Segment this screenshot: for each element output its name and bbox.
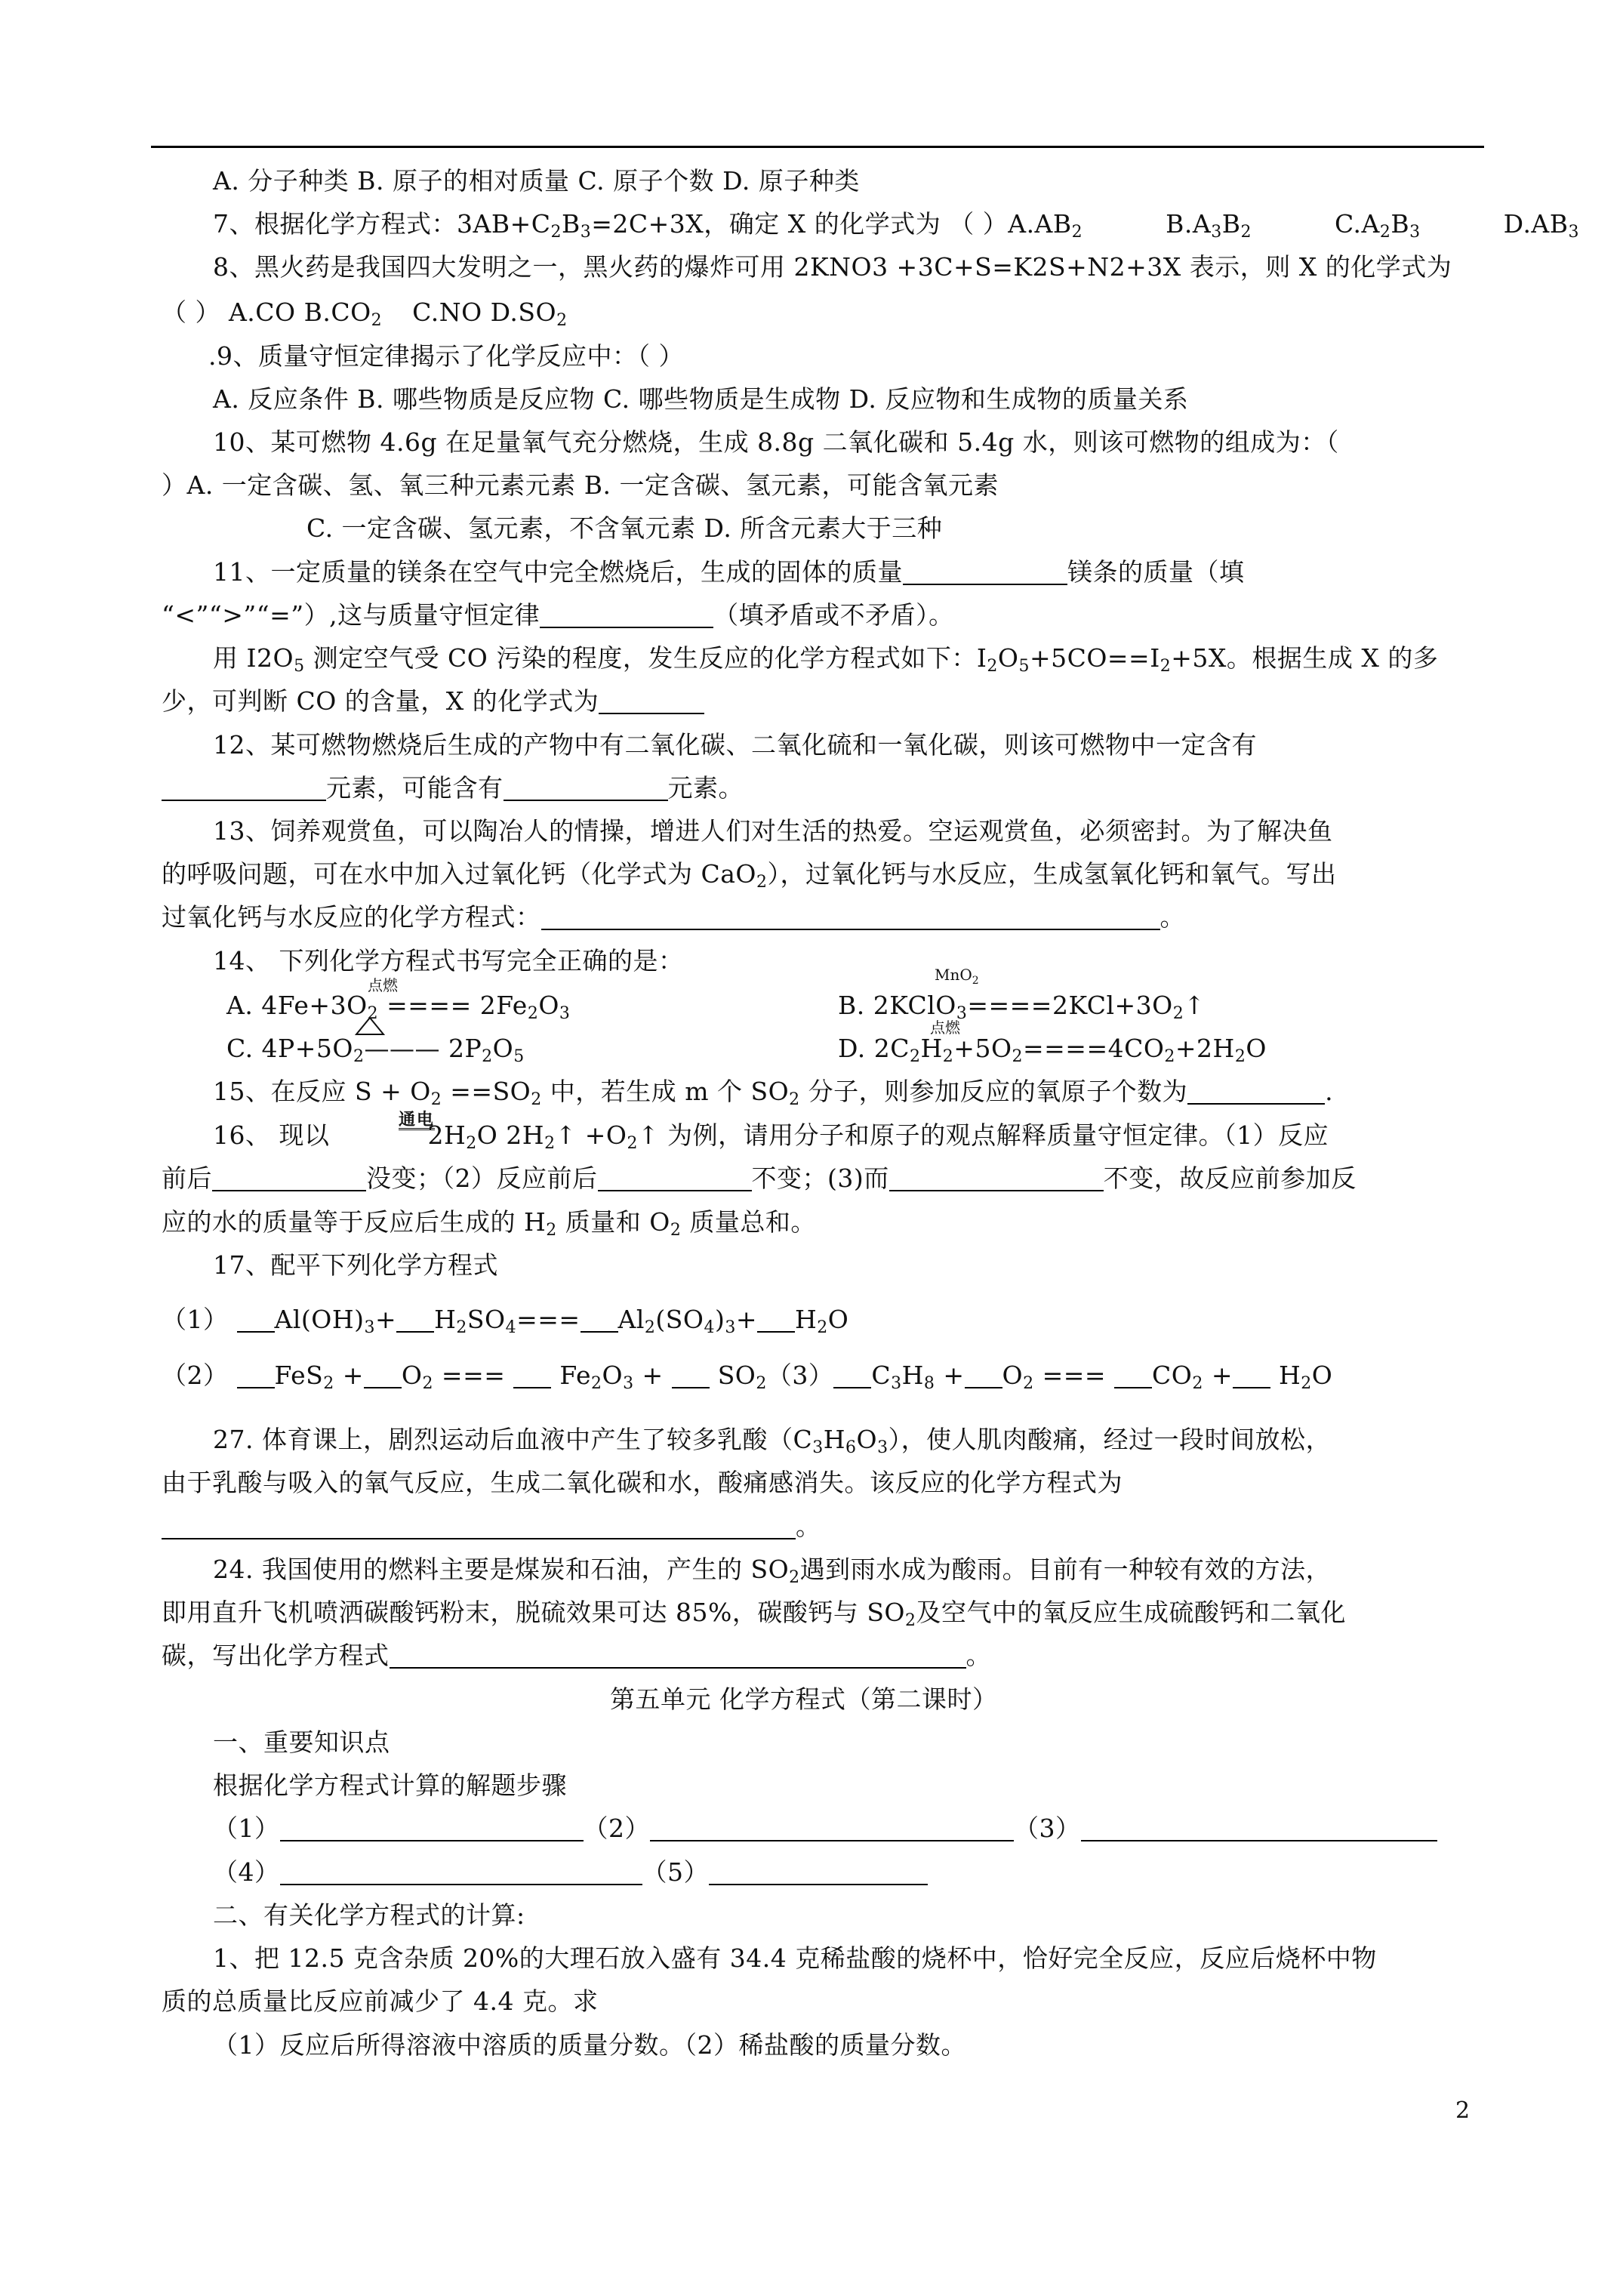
coef-blank[interactable] — [237, 1305, 275, 1333]
q14-option-c: C. $4P+5O_2———$ $2P_2O_5$ — [226, 1034, 525, 1066]
q27-line3: 。 — [162, 1510, 821, 1543]
answer-blank[interactable] — [903, 558, 1067, 585]
q9-options: A. 反应条件 B. 哪些物质是反应物 C. 哪些物质是生成物 D. 反应物和生成物的质量关系 — [213, 384, 1189, 414]
steps-row-2: （4） （5） — [213, 1856, 928, 1889]
coef-blank[interactable] — [513, 1361, 551, 1388]
coef-blank[interactable] — [1114, 1361, 1152, 1388]
q7: 7、根据化学方程式：$3AB+C_2B_3=2C+3X$，确定 X 的化学式为 （ ）$A.AB_2$ $B.A_3B_2$ $C.A_2B_3$ $D.AB_3$ — [213, 209, 1580, 242]
calc-1-line1: 1、把 12.5 克含杂质 20%的大理石放入盛有 34.4 克稀盐酸的烧杯中，恰好完全反应，反应后烧杯中物 — [213, 1943, 1377, 1973]
q17-eq2: （2） $FeS_2 + O_2$ === $Fe_2O_3 + SO_2(3) C_3H_8 + O_2$ === $CO_2 + H_2O$ — [162, 1361, 1333, 1393]
answer-blank[interactable] — [390, 1641, 966, 1669]
i2o5-line2: 少，可判断 CO 的含量，X 的化学式为 — [162, 685, 704, 718]
answer-blank[interactable] — [162, 774, 326, 801]
answer-blank[interactable] — [212, 1164, 366, 1191]
q16-condition-label: 通电 — [399, 1110, 436, 1130]
coef-blank[interactable] — [965, 1361, 1002, 1388]
step-blank[interactable] — [650, 1814, 1014, 1841]
section-1-subheading: 根据化学方程式计算的解题步骤 — [213, 1771, 567, 1800]
q14-option-a: A. $4Fe+3O_2$ ==== $2Fe_2O_3$ — [226, 991, 571, 1023]
coef-blank[interactable] — [833, 1361, 871, 1388]
q16-line3: 应的水的质量等于反应后生成的 $H_2$ 质量和 $O_2$ 质量总和。 — [162, 1207, 816, 1240]
q13-line3: 过氧化钙与水反应的化学方程式： 。 — [162, 902, 1185, 932]
q14-option-d: D. $2C_2H_2+5O_2====4CO_2+2H_2O$ — [838, 1034, 1267, 1066]
steps-row-1: （1） （2） （3） — [213, 1812, 1437, 1845]
q6-options: A. 分子种类 B. 原子的相对质量 C. 原子个数 D. 原子种类 — [213, 166, 860, 196]
q11-line2: “<”“>”“=”）,这与质量守恒定律 （填矛盾或不矛盾）。 — [162, 600, 954, 630]
q10-line2: ）A. 一定含碳、氢、氧三种元素元素 B. 一定含碳、氢元素，可能含氧元素 — [162, 470, 999, 500]
answer-blank[interactable] — [504, 774, 668, 801]
answer-blank[interactable] — [541, 903, 1160, 930]
q17-eq1: （1） $Al(OH)_3+ H_2SO_4=== Al_2(SO_4)_3+ H_2O$ — [162, 1305, 849, 1337]
calc-1-line2: 质的总质量比反应前减少了 4.4 克。求 — [162, 1986, 599, 2016]
coef-blank[interactable] — [672, 1361, 710, 1388]
answer-blank[interactable] — [162, 1512, 796, 1539]
calc-1-line3: （1）反应后所得溶液中溶质的质量分数。（2）稀盐酸的质量分数。 — [213, 2030, 966, 2060]
i2o5-line1: 用 $I2O_5$ 测定空气受 CO 污染的程度，发生反应的化学方程式如下：$I_2O_5+5CO==I_2+5X$。根据生成 X 的多 — [213, 643, 1439, 676]
q17: 17、配平下列化学方程式 — [213, 1250, 498, 1280]
answer-blank[interactable] — [540, 601, 713, 628]
q10-line1: 10、某可燃物 4.6g 在足量氧气充分燃烧，生成 8.8g 二氧化碳和 5.4g 水，则该可燃物的组成为：（ — [213, 427, 1339, 457]
q15: 15、在反应 $S + O_2 ==SO_2$ 中，若生成 m 个 $SO_2$ 分子，则参加反应的氧原子个数为 . — [213, 1077, 1334, 1109]
q24-line3: 碳，写出化学方程式 。 — [162, 1641, 991, 1670]
q13-line1: 13、饲养观赏鱼，可以陶冶人的情操，增进人们对生活的热爱。空运观赏鱼，必须密封。为了解决鱼 — [213, 816, 1333, 846]
coef-blank[interactable] — [1233, 1361, 1270, 1388]
q8-line2: （ ） A.CO $B.CO_2$ C.NO $D.SO_2$ — [162, 297, 568, 330]
coef-blank[interactable] — [364, 1361, 402, 1388]
q10-line3: C. 一定含碳、氢元素，不含氧元素 D. 所含元素大于三种 — [306, 513, 943, 543]
header-rule — [151, 146, 1484, 148]
unit-title: 第五单元 化学方程式（第二课时） — [610, 1684, 998, 1714]
q14: 14、 下列化学方程式书写完全正确的是： — [213, 946, 684, 975]
step-blank[interactable] — [709, 1858, 928, 1885]
answer-blank[interactable] — [599, 687, 704, 714]
coef-blank[interactable] — [581, 1305, 618, 1333]
q24-line2: 即用直升飞机喷洒碳酸钙粉末，脱硫效果可达 85%，碳酸钙与 $SO_2$及空气中的氧反应生成硫酸钙和二氧化 — [162, 1598, 1346, 1630]
answer-blank[interactable] — [1187, 1077, 1325, 1105]
section-2-heading: 二、有关化学方程式的计算: — [213, 1900, 525, 1930]
q13-line2: 的呼吸问题，可在水中加入过氧化钙（化学式为 CaO$_2$），过氧化钙与水反应，生成氢氧化钙和氧气。写出 — [162, 859, 1337, 892]
coef-blank[interactable] — [237, 1361, 275, 1388]
q16-line2: 前后 没变；（2）反应前后 不变；(3)而 不变，故反应前参加反 — [162, 1163, 1357, 1193]
q14-option-b: B. $2KClO_3====2KCl+3O_2↑$ — [838, 991, 1206, 1023]
q8-line1: 8、黑火药是我国四大发明之一，黑火药的爆炸可用 2KNO3 +3C+S=K2S+N2+3X 表示，则 X 的化学式为 — [213, 252, 1452, 282]
q11-line1: 11、一定质量的镁条在空气中完全燃烧后，生成的固体的质量 镁条的质量（填 — [213, 557, 1245, 587]
step-blank[interactable] — [280, 1858, 642, 1885]
answer-blank[interactable] — [889, 1164, 1104, 1191]
q27-line2: 由于乳酸与吸入的氧气反应，生成二氧化碳和水，酸痛感消失。该反应的化学方程式为 — [162, 1468, 1123, 1497]
step-blank[interactable] — [280, 1814, 584, 1841]
step-blank[interactable] — [1081, 1814, 1437, 1841]
q12-line2: 元素，可能含有 元素。 — [162, 772, 744, 805]
answer-blank[interactable] — [598, 1164, 752, 1191]
section-1-heading: 一、重要知识点 — [213, 1727, 390, 1757]
q24-line1: 24. 我国使用的燃料主要是煤炭和石油，产生的 $SO_2$遇到雨水成为酸雨。目前有一种较有效的方法， — [213, 1555, 1332, 1587]
q14-dianran-label-2: 点燃 — [930, 1019, 960, 1037]
coef-blank[interactable] — [757, 1305, 795, 1333]
q14-mno2-label: MnO$_2$ — [935, 966, 979, 987]
q9: .9、质量守恒定律揭示了化学反应中：（ ） — [208, 341, 684, 371]
q14-dianran-label: 点燃 — [368, 976, 398, 994]
q27-line1: 27. 体育课上，剧烈运动后血液中产生了较多乳酸$(C_3H_6O_3)$，使人肌肉酸痛，经过一段时间放松， — [213, 1425, 1332, 1457]
page-number: 2 — [1455, 2097, 1471, 2124]
q16-line1: 16、 现以 $2H_2O$ $2H_2↑$ $+O_2↑$ 为例，请用分子和原子的观点解释质量守恒定律。（1）反应 — [213, 1120, 1329, 1153]
q12-line1: 12、某可燃物燃烧后生成的产物中有二氧化碳、二氧化硫和一氧化碳，则该可燃物中一定含有 — [213, 730, 1257, 760]
coef-blank[interactable] — [396, 1305, 434, 1333]
